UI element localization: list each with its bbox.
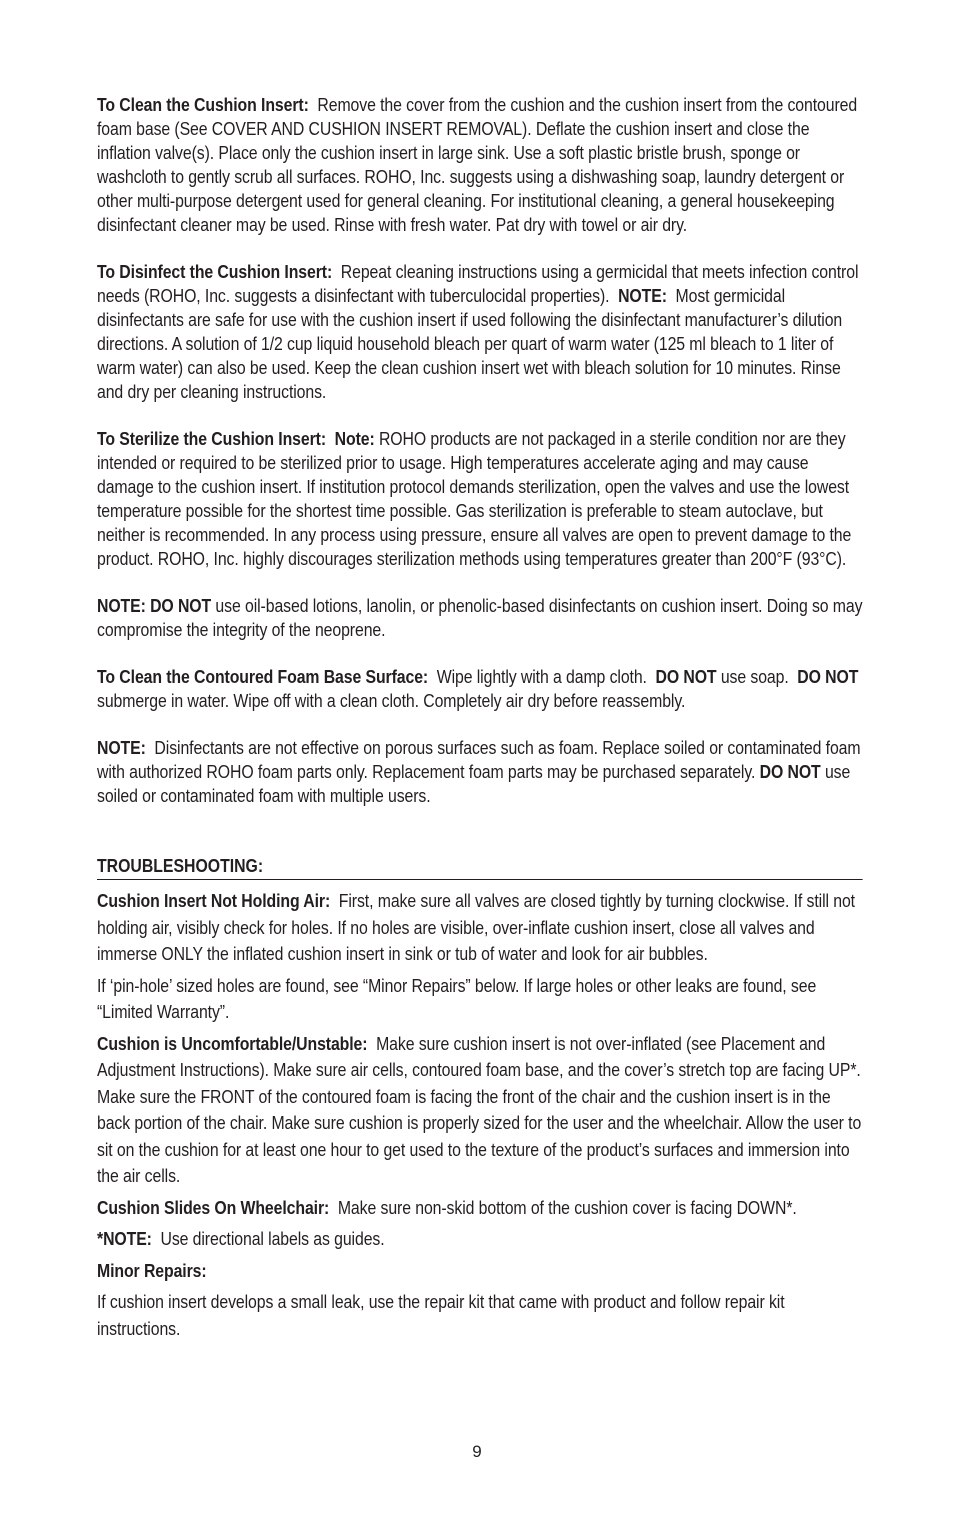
page-number: 9 xyxy=(472,1442,482,1461)
slides-paragraph xyxy=(97,1195,863,1222)
uncomfortable-heading: Cushion is Uncomfortable/Unstable: xyxy=(97,1033,368,1054)
clean-foam-paragraph xyxy=(97,665,863,713)
oil-note-paragraph xyxy=(97,594,863,642)
sterilize-note-label: Note: xyxy=(334,429,375,449)
uncomfortable-paragraph xyxy=(97,1031,863,1190)
not-holding-air-heading: Cushion Insert Not Holding Air: xyxy=(97,891,331,911)
pin-hole-paragraph: If ‘pin-hole’ sized holes are found, see “Minor Repairs” below. If large holes or other leaks are found, see “Limited Warranty”. xyxy=(97,975,817,1022)
foam-note-body: Disinfectants are not effective on porous surfaces such as foam. Replace soiled or contaminated foam with authorized ROHO foam parts only. Replacement foam parts may be purchased separately. xyxy=(97,738,861,782)
disinfect-insert-paragraph xyxy=(97,260,863,404)
foam-note-label: NOTE: xyxy=(97,738,146,758)
oil-note-body: use oil-based lotions, lanolin, or phenolic-based disinfectants on cushion insert. Doing so may compromise the integrity of the neoprene. xyxy=(97,596,863,640)
foam-note-paragraph xyxy=(97,736,863,808)
directional-note-paragraph xyxy=(97,1226,863,1253)
minor-repairs-body: If cushion insert develops a small leak, use the repair kit that came with product and follow repair kit instructions. xyxy=(97,1292,785,1339)
directional-note-label: *NOTE: xyxy=(97,1229,152,1249)
clean-insert-paragraph xyxy=(97,93,863,237)
clean-foam-heading: To Clean the Contoured Foam Base Surface: xyxy=(97,667,429,687)
text-column xyxy=(97,93,863,1347)
slides-body: Make sure non-skid bottom of the cushion cover is facing DOWN*. xyxy=(337,1197,797,1218)
disinfect-insert-body-1: Repeat cleaning instructions using a germicidal that meets infection control needs (ROHO, Inc. suggests a disinfectant with tuberculocidal properties). xyxy=(97,262,859,306)
foam-note-do-not: DO NOT xyxy=(759,762,821,782)
oil-note-label: NOTE: DO NOT xyxy=(97,596,212,616)
not-holding-air-paragraph xyxy=(97,888,863,968)
sterilize-insert-paragraph xyxy=(97,427,863,571)
clean-foam-body-3: submerge in water. Wipe off with a clean cloth. Completely air dry before reassembly. xyxy=(97,691,686,711)
sterilize-insert-heading: To Sterilize the Cushion Insert: xyxy=(97,429,327,449)
directional-note-body: Use directional labels as guides. xyxy=(160,1229,385,1249)
clean-insert-heading: To Clean the Cushion Insert: xyxy=(97,95,309,115)
troubleshooting-heading: TROUBLESHOOTING: xyxy=(97,854,863,880)
uncomfortable-body: Make sure cushion insert is not over-inflated (see Placement and Adjustment Instructions). Make sure air cells, contoured foam base, and the cover’s stretch top are facing UP*. Make sure the FRONT of the contoured foam is facing the front of the chair and the cushion insert is in the back portion of the chair. Make sure cushion is properly sized for the user and the wheelchair. Allow the user to sit on the cushion for at least one hour to get used to the texture of the product’s surfaces and immersion into the air cells. xyxy=(97,1033,862,1186)
sterilize-insert-body: ROHO products are not packaged in a sterile condition nor are they intended or required to be sterilized prior to usage. High temperatures accelerate aging and may cause damage to the cushion insert. If institution protocol demands sterilization, open the valves and use the lowest temperature possible for the shortest time possible. Gas sterilization is preferable to steam autoclave, but neither is recommended. In any process using pressure, ensure all valves are open to prevent damage to the product. ROHO, Inc. highly discourages sterilization methods using temperatures greater than 200°F (93°C). xyxy=(97,429,852,569)
not-holding-air-body: First, make sure all valves are closed tightly by turning clockwise. If still not holding air, visibly check for holes. If no holes are visible, over-inflate cushion insert, close all valves and immerse ONLY the inflated cushion insert in sink or tub of water and look for air bubbles. xyxy=(97,891,855,964)
clean-foam-do-not-1: DO NOT xyxy=(655,667,717,687)
clean-insert-body: Remove the cover from the cushion and the cushion insert from the contoured foam base (See COVER AND CUSHION INSERT REMOVAL). Deflate the cushion insert and close the inflation valve(s). Place only the cushion insert in large sink. Use a soft plastic bristle brush, sponge or washcloth to gently scrub all surfaces. ROHO, Inc. suggests using a dishwashing soap, laundry detergent or other multi-purpose detergent used for general cleaning. For institutional cleaning, a general housekeeping disinfectant cleaner may be used. Rinse with fresh water. Pat dry with towel or air dry. xyxy=(97,95,858,235)
clean-foam-body-2: use soap. xyxy=(720,667,789,687)
clean-foam-body-1: Wipe lightly with a damp cloth. xyxy=(436,667,647,687)
disinfect-note-label: NOTE: xyxy=(618,286,667,306)
minor-repairs-heading: Minor Repairs: xyxy=(97,1260,207,1281)
disinfect-insert-heading: To Disinfect the Cushion Insert: xyxy=(97,262,333,282)
clean-foam-do-not-2: DO NOT xyxy=(797,667,859,687)
slides-heading: Cushion Slides On Wheelchair: xyxy=(97,1197,330,1218)
foam-note-body-2: use soiled or contaminated foam with multiple users. xyxy=(97,762,851,806)
disinfect-insert-body-2: Most germicidal disinfectants are safe for use with the cushion insert if used following the disinfectant manufacturer’s dilution directions. A solution of 1/2 cup liquid household bleach per quart of warm water (125 ml bleach to 1 liter of warm water) can also be used. Keep the clean cushion insert wet with bleach solution for 10 minutes. Rinse and dry per cleaning instructions. xyxy=(97,286,843,402)
